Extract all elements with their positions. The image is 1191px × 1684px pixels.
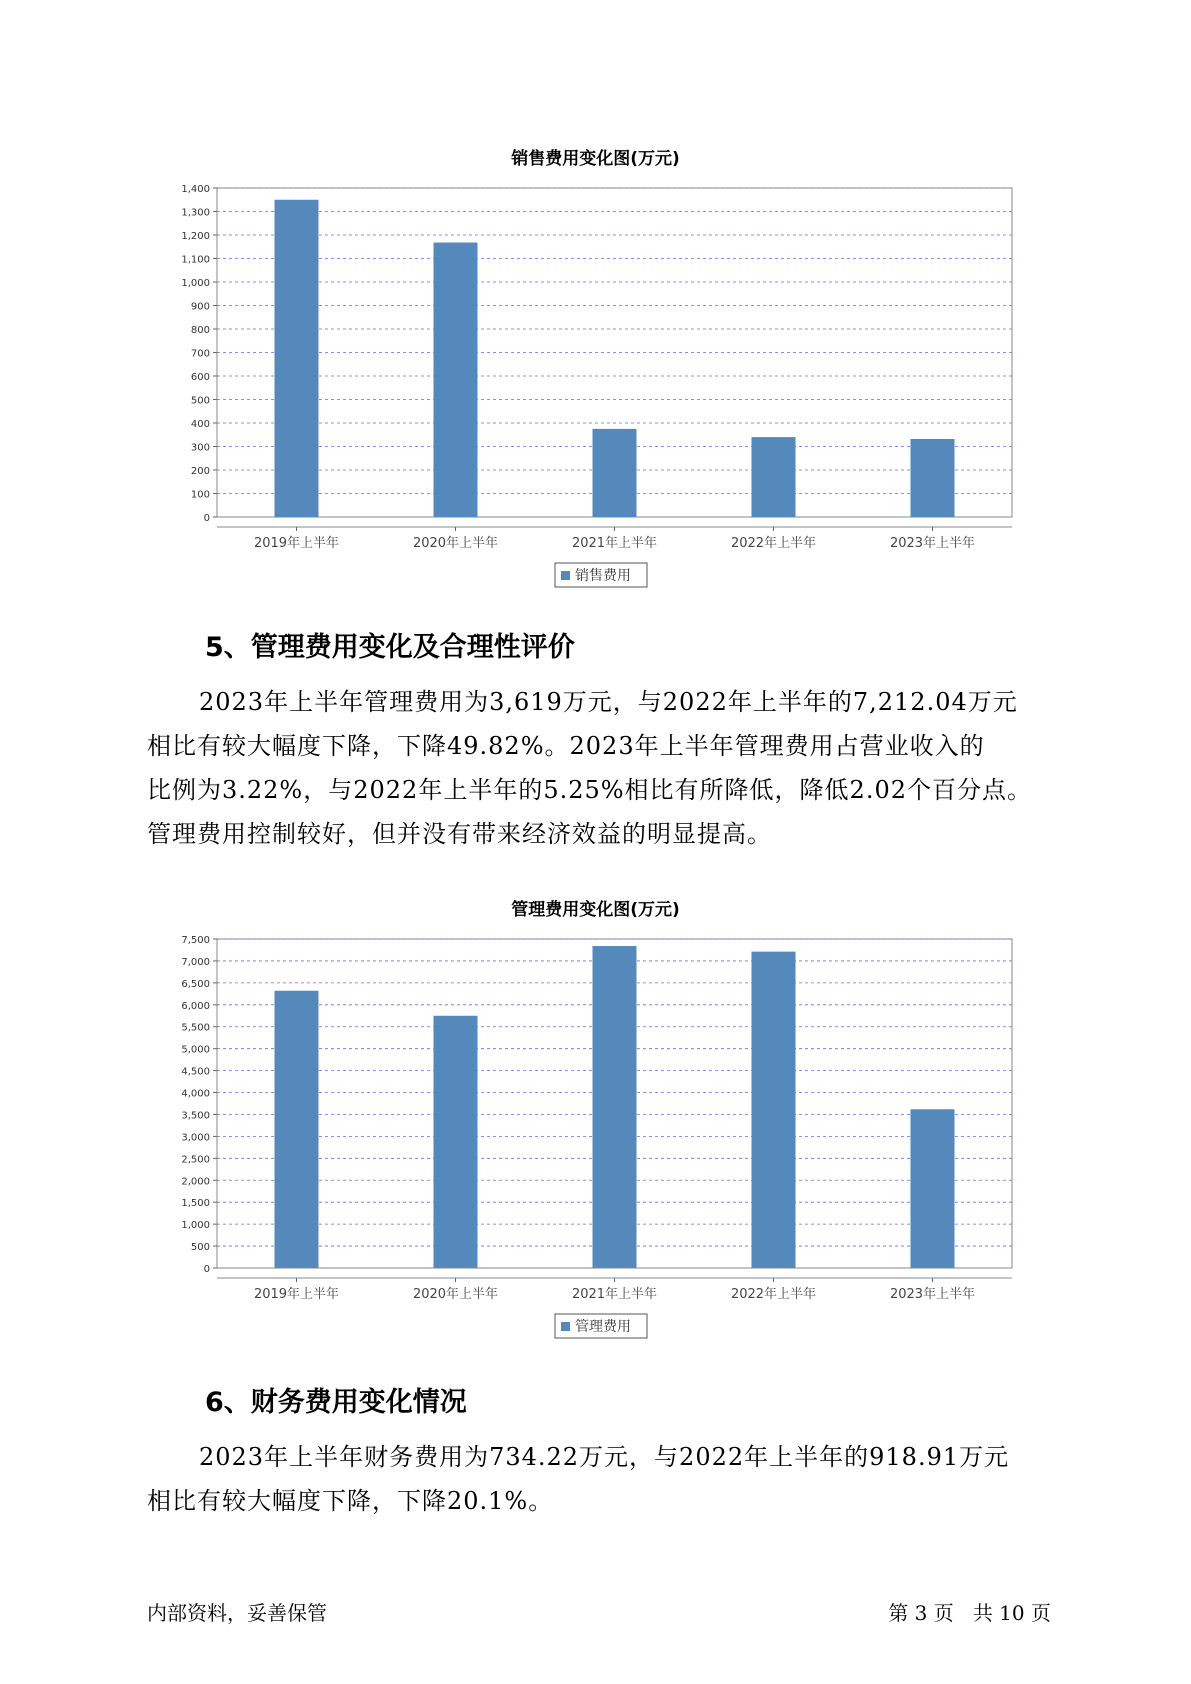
bar (593, 946, 637, 1268)
admin-expense-chart (0, 921, 1191, 1346)
bar (275, 200, 319, 517)
x-tick-label: 2022年上半年 (730, 1287, 817, 1302)
para-line: 相比有较大幅度下降，下降20.1%。 (147, 1487, 554, 1515)
legend-swatch (561, 571, 570, 580)
para-line: 2023年上半年管理费用为3,619万元，与2022年上半年的7,212.04万元 (199, 688, 1018, 716)
y-tick-label: 1,300 (181, 207, 210, 219)
legend-swatch (561, 1322, 570, 1331)
y-tick-label: 6,500 (181, 978, 210, 990)
bar (593, 429, 637, 517)
y-tick-label: 700 (190, 348, 210, 360)
y-tick-label: 800 (190, 325, 210, 336)
bar (275, 991, 319, 1268)
x-tick-label: 2019年上半年 (253, 1287, 340, 1302)
bar (752, 437, 796, 517)
legend-label: 销售费用 (575, 568, 631, 584)
legend-label: 管理费用 (575, 1319, 631, 1335)
section-5-heading: 5、管理费用变化及合理性评价 (205, 632, 575, 663)
section-6-paragraph (147, 1435, 1077, 1523)
chart-title-sales: 销售费用变化图(万元) (511, 149, 680, 169)
x-tick-label: 2021年上半年 (571, 1287, 658, 1302)
y-tick-label: 1,000 (181, 278, 210, 289)
y-tick-label: 3,500 (181, 1110, 210, 1122)
y-tick-label: 4,500 (181, 1066, 210, 1078)
y-tick-label: 3,000 (181, 1132, 210, 1144)
y-tick-label: 500 (190, 395, 210, 407)
y-tick-label: 0 (203, 513, 210, 524)
x-tick-label: 2021年上半年 (571, 536, 658, 551)
section-6-heading: 6、财务费用变化情况 (205, 1387, 467, 1418)
y-tick-label: 1,000 (181, 1220, 210, 1232)
y-tick-label: 4,000 (181, 1088, 210, 1100)
x-tick-label: 2022年上半年 (730, 536, 817, 551)
bar (911, 1109, 955, 1268)
para-line: 管理费用控制较好，但并没有带来经济效益的明显提高。 (147, 820, 772, 848)
y-tick-label: 7,500 (181, 935, 210, 946)
y-tick-label: 200 (190, 466, 210, 477)
x-tick-label: 2020年上半年 (412, 1287, 499, 1302)
y-tick-label: 600 (190, 372, 210, 383)
y-tick-label: 2,500 (181, 1154, 210, 1166)
x-tick-label: 2019年上半年 (253, 536, 340, 551)
y-tick-label: 5,500 (181, 1022, 210, 1034)
y-tick-label: 0 (203, 1264, 210, 1275)
y-tick-label: 2,000 (181, 1176, 210, 1188)
x-tick-label: 2023年上半年 (889, 536, 976, 551)
sales-expense-chart (0, 170, 1191, 600)
section-5-paragraph (147, 680, 1077, 856)
x-tick-label: 2023年上半年 (889, 1287, 976, 1302)
y-tick-label: 300 (190, 442, 210, 454)
y-tick-label: 100 (190, 489, 210, 501)
y-tick-label: 6,000 (181, 1000, 210, 1012)
bar (434, 243, 478, 517)
para-line: 相比有较大幅度下降，下降49.82%。2023年上半年管理费用占营业收入的 (147, 732, 985, 760)
y-tick-label: 1,200 (181, 231, 210, 242)
y-tick-label: 1,500 (181, 1198, 210, 1210)
y-tick-label: 5,000 (181, 1044, 210, 1056)
footer-confidential: 内部资料，妥善保管 (147, 1601, 327, 1625)
y-tick-label: 900 (190, 301, 210, 313)
footer-page-number: 第 3 页 共 10 页 (888, 1601, 1051, 1625)
bar (434, 1016, 478, 1268)
y-tick-label: 500 (190, 1242, 210, 1254)
chart-title-admin: 管理费用变化图(万元) (511, 900, 680, 920)
bar (752, 952, 796, 1268)
y-tick-label: 400 (190, 419, 210, 430)
y-tick-label: 7,000 (181, 956, 210, 968)
x-tick-label: 2020年上半年 (412, 536, 499, 551)
para-line: 2023年上半年财务费用为734.22万元，与2022年上半年的918.91万元 (199, 1443, 1010, 1471)
y-tick-label: 1,100 (181, 254, 210, 266)
bar (911, 439, 955, 517)
y-tick-label: 1,400 (181, 184, 210, 195)
para-line: 比例为3.22%，与2022年上半年的5.25%相比有所降低，降低2.02个百分点。 (147, 776, 1032, 804)
